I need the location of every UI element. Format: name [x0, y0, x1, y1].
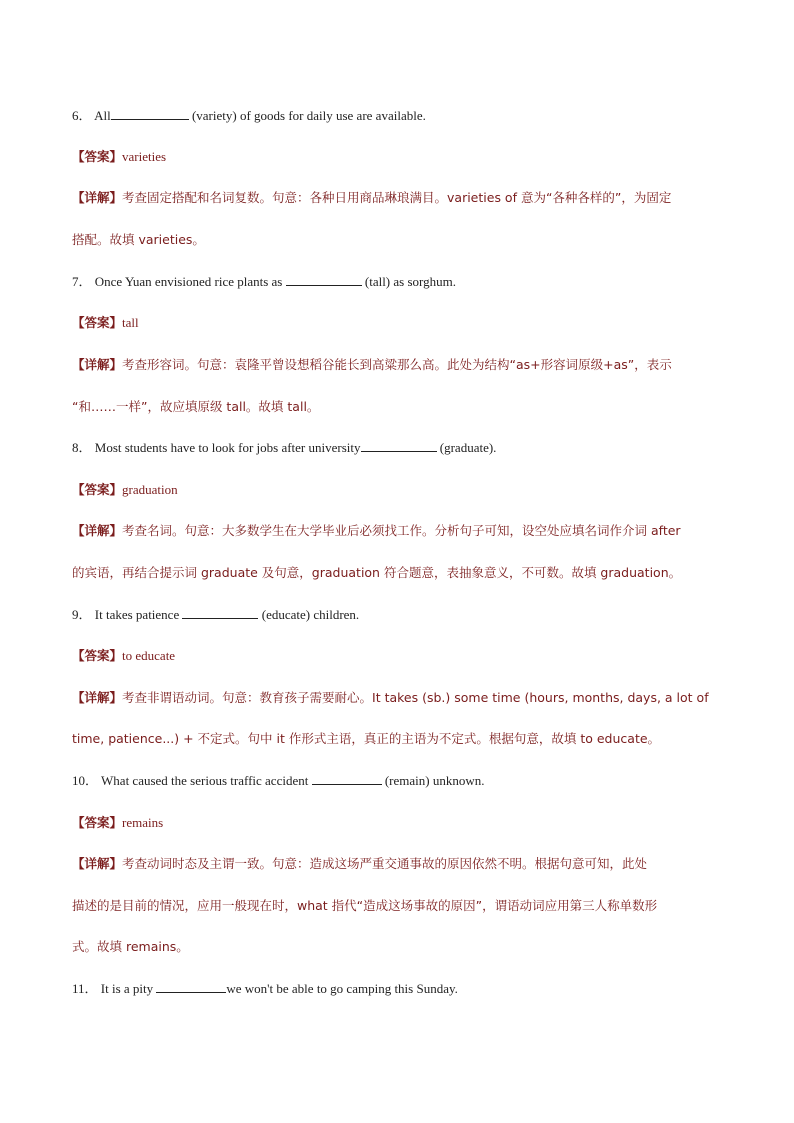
question-text: What caused the serious traffic accident: [101, 773, 312, 788]
answer-blank: [156, 980, 226, 993]
answer-blank: [111, 107, 189, 120]
answer-tag: 【答案】: [72, 149, 123, 164]
question-number: 7．: [72, 274, 92, 289]
question-text: (variety) of goods for daily use are available.: [188, 108, 426, 123]
detail-text: 式。故填 remains。: [72, 939, 189, 954]
detail-10-line-1: [72, 854, 732, 874]
question-10: [72, 771, 732, 791]
answer-value: varieties: [122, 149, 167, 164]
detail-text: 考查形容词。句意：袁隆平曾设想稻谷能长到高粱那么高。此处为结构“as+形容词原级+as”，表示: [122, 357, 672, 372]
answer-tag: 【答案】: [72, 315, 123, 330]
question-7: [72, 272, 732, 292]
detail-6-line-1: [72, 188, 732, 208]
detail-10-line-2: [72, 896, 732, 916]
question-number: 10．: [72, 773, 99, 788]
answer-9: [72, 646, 732, 666]
answer-7: [72, 313, 732, 333]
answer-blank: [286, 273, 362, 286]
detail-10-line-3: [72, 937, 732, 957]
answer-6: [72, 147, 732, 167]
question-number: 9．: [72, 607, 92, 622]
question-text: (tall) as sorghum.: [361, 274, 456, 289]
detail-tag: 【详解】: [72, 523, 123, 538]
question-9: [72, 605, 732, 625]
question-text: Once Yuan envisioned rice plants as: [94, 274, 286, 289]
detail-text: 搭配。故填 varieties。: [72, 232, 205, 247]
detail-tag: 【详解】: [72, 190, 123, 205]
detail-text: 考查固定搭配和名词复数。句意：各种日用商品琳琅满目。varieties of 意为“各种各样的”，为固定: [122, 190, 672, 205]
detail-text: 考查非谓语动词。句意：教育孩子需要耐心。It takes (sb.) some time (hours, months, days, a lot of: [122, 690, 709, 705]
detail-text: 考查动词时态及主谓一致。句意：造成这场严重交通事故的原因依然不明。根据句意可知，此处: [122, 856, 648, 871]
answer-blank: [182, 606, 258, 619]
question-text: we won't be able to go camping this Sunday.: [226, 981, 458, 996]
question-11: [72, 979, 732, 999]
question-text: Most students have to look for jobs after university: [94, 440, 361, 455]
detail-tag: 【详解】: [72, 690, 123, 705]
question-number: 11．: [72, 981, 98, 996]
question-text: All: [94, 108, 111, 123]
question-text: (remain) unknown.: [381, 773, 485, 788]
answer-tag: 【答案】: [72, 815, 123, 830]
answer-tag: 【答案】: [72, 482, 123, 497]
answer-value: to educate: [122, 648, 176, 663]
question-number: 6．: [72, 108, 92, 123]
detail-text: 考查名词。句意：大多数学生在大学毕业后必须找工作。分析句子可知，设空处应填名词作介词 after: [122, 523, 681, 538]
question-text: (graduate).: [436, 440, 497, 455]
detail-7-line-1: [72, 355, 732, 375]
answer-blank: [361, 439, 437, 452]
answer-8: [72, 480, 732, 500]
answer-tag: 【答案】: [72, 648, 123, 663]
detail-tag: 【详解】: [72, 357, 123, 372]
detail-9-line-2: [72, 729, 732, 749]
answer-blank: [312, 772, 382, 785]
question-8: [72, 438, 732, 458]
detail-8-line-2: [72, 563, 732, 583]
detail-8-line-1: [72, 521, 732, 541]
detail-7-line-2: [72, 397, 732, 417]
answer-value: tall: [122, 315, 139, 330]
detail-text: 描述的是目前的情况，应用一般现在时，what 指代“造成这场事故的原因”，谓语动词应用第三人称单数形: [72, 898, 658, 913]
question-6: [72, 106, 732, 126]
detail-text: time, patience...) + 不定式。句中 it 作形式主语，真正的主语为不定式。根据句意，故填 to educate。: [72, 731, 661, 746]
answer-value: graduation: [122, 482, 178, 497]
detail-6-line-2: [72, 230, 732, 250]
detail-tag: 【详解】: [72, 856, 123, 871]
question-text: It is a pity: [100, 981, 157, 996]
detail-9-line-1: [72, 688, 732, 708]
detail-text: 的宾语，再结合提示词 graduate 及句意，graduation 符合题意，表抽象意义，不可数。故填 graduation。: [72, 565, 682, 580]
detail-text: “和……一样”，故应填原级 tall。故填 tall。: [72, 399, 320, 414]
question-text: (educate) children.: [258, 607, 360, 622]
question-text: It takes patience: [94, 607, 183, 622]
question-number: 8．: [72, 440, 92, 455]
answer-10: [72, 813, 732, 833]
answer-value: remains: [122, 815, 164, 830]
